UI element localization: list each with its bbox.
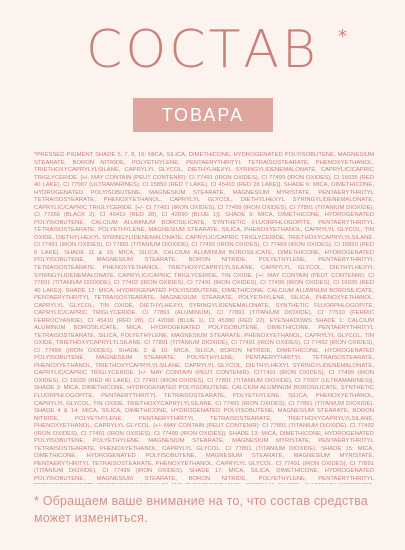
header [0, 0, 405, 150]
composition-notice: * Обращаем ваше внимание на то, что состав средства может измениться. [34, 494, 369, 525]
product-badge: ТОВАРА [133, 98, 273, 132]
title-asterisk: * [338, 26, 347, 47]
page-title: СОСТАВ [86, 20, 319, 80]
composition-text: *PRESSED PIGMENT SHADE 5, 7, 8, 16: MICA, SILICA, DIMETHICONE, HYDROGENATED POLYISOBUTENE, MAGNESIUM STEARATE, BORON NITRIDE, POLYETHYLENE, PENTAERYTHRITYL TETRAISOSTEARATE, PHENOXYETHANOL, TRIETHOXYCAPRYLYLSILANE, CAPRYLYL GLYCOL, DIETHYLHEXYL SYRINGYLIDENEMALONATE, CAPRYLIC/CAPRIC TRIGLYCERIDE. [+/- MAY CONTAIN (PEUT CONTENIR): CI 77491 (IRON OXIDES), CI 77499 (IRON OXIDES), CI 16035 (RED 40 LAKE), CI 77007 (ULTRAMARINES), CI 15850 (RED 7 LAKE), CI 45410 (RED 28 LAKE)]. SHADE 6: MICA, DIMETHICONE, HYDROGENATED POLYISOBUTENE, MAGNESIUM STEARATE, MAGNESIUM MYRISTATE, PENTAERYTHRITYL TETRAISOSTEARATE, PHENOXYETHANOL, CAPRYLYL GLYCOL, DIETHYLHEXYL SYRINGYLIDENEMALONATE, CAPRYLIC/CAPRIC TRIGLYCERIDE. [+/- CI 77491 (IRON OXIDES), CI 77499 (IRON OXIDES), CI 77891 (TITANIUM DIOXIDE), CI 77266 (BLACK 2), CI 45410 (RED 28), CI 42090 (BLUE 1)]. SHADE 9: MICA, DIMETHICONE, HYDROGENATED POLYISOBUTENE, CALCIUM ALUMINUM BOROSILICATE, SYNTHETIC FLUORPHLOGOPITE, PENTAERYTHRITYL TETRAISOSTEARATE, POLYETHYLENE, MAGNESIUM STEARATE, SILICA, PHENOXYETHANOL, CAPRYLYL GLYCOL, TIN OXIDE, DIETHYLHEXYL SYRINGYLIDENEMALONATE, CAPRYLIC/CAPRIC TRIGLYCERIDE, TRIETHOXYCAPRYLYLSILANE. CI 77491 (IRON OXIDES), CI 77891 (TITANIUM DIOXIDE), CI 77492 (IRON OXIDES), CI 77499 (IRON OXIDES), CI 15850 (RED 6 LAKE). SHADE 11 & 15: MICA, SILICA, CALCIUM ALUMINUM BOROSILICATE, DIMETHICONE, HYDROGENATED POLYISOBUTENE, MAGNESIUM STEARATE, BORON NITRIDE, POLYETHYLENE, PENTAERYTHRITYL TETRAISOSTEARATE, PHENOXYETHANOL, TRIETHOXYCAPRYLYLSILANE, CAPRYLYL GLYCOL, DIETHYLHEXYL SYRINGYLIDENEMALONATE, CAPRYLIC/CAPRIC TRIGLYCERIDE, TIN OXIDE. [+/- MAY CONTAIN (PEUT CONTENIR): CI 77891 (TITANIUM DIOXIDE), CI 77492 (IRON OXIDES), CI 77491 (IRON OXIDES), CI 77499 (IRON OXIDES), CI 16035 (RED 40 LAKE)]. SHADE 12: MICA, HYDROGENATED POLYISOBUTENE, DIMETHICONE, CALCIUM ALUMINUM BOROSILICATE, PENTAERYTHRITYL TETRAISOSTEARATE, MAGNESIUM STEARATE, POLYETHYLENE, SILICA, PHENOXYETHANOL, CAPRYLYL GLYCOL, TIN OXIDE, DIETHYLHEXYL SYRINGYLIDENEMALONATE, SYNTHETIC FLUORPHLOGOPITE, CAPRYLIC/CAPRIC TRIGLYCERIDE. CI 77891 (ALUMINUM), CI 77891 (TITANIUM DIOXIDE), CI 77510 (FERRIC FERROCYANIDE), CI 45410 (RED 28), CI 42090 (BLUE 1), CI 45380 (RED 22). EYESHADOWS SHADE 1: CALCIUM ALUMINUM BOROSILICATE, MICA, HYDROGENATED POLYISOBUTENE, DIMETHICONE, PENTAERYTHRITYL TETRAISOSTEARATE, SILICA, POLYETHYLENE, MAGNESIUM STEARATE, PHENOXYETHANOL, CAPRYLYL GLYCOL, TIN OXIDE, TRIETHOXYCAPRYLYLSILANE. CI 77891 (TITANIUM DIOXIDE), CI 77491 (IRON OXIDES), CI 77492 (IRON OXIDES), CI 77499 (IRON OXIDES). SHADE 2 & 10: MICA, SILICA, BORON NITRIDE, DIMETHICONE, HYDROGENATED POLYISOBUTENE, MAGNESIUM STEARATE, POLYETHYLENE, PENTAERYTHRITYL TETRAISOSTEARATE, PHENOXYETHANOL, TRIETHOXYCAPRYLYLSILANE, CAPRYLYL GLYCOL, DIETHYLHEXYL SYRINGYLIDENEMALONATE, CAPRYLIC/CAPRIC TRIGLYCERIDE. [+/- MAY CONTAIN (PEUT CONTENIR): CI77491 (IRON OXIDES), CI 77499 (IRON OXIDES), CI 16035 (RED 40 LAKE), CI 77491 (IRON OXIDES), CI 77891 (TITANIUM DIOXIDE), CI 77007 (ULTRAMARINES)]. SHADE 3: MICA, DIMETHICONE, HYDROGENATED POLYISOBUTENE, CALCIUM ALUMINUM BOROSILICATE, SYNTHETIC FLUORPHLOGOPITE, PENTAERYTHRITYL TETRAISOSTEARATE, POLYETHYLENE, SILICA, PHENOXYETHANOL, CAPRYLYL GLYCOL, TIN OXIDE, TRIETHOXYCAPRYLYLSILANE. CI 77491 (IRON OXIDES), CI 77891 (TITANIUM DIOXIDE). SHADE 4 & 14: MICA, SILICA, DIMETHICONE, HYDROGENATED POLYISOBUTENE, MAGNESIUM STEARATE, BORON NITRIDE, POLYETHYLENE, PENTAERYTHRITYL TETRAISOSTEARATE, TRIETHOXYCAPRYLYLSILANE, PHENOXYETHANOL, CAPRYLYL GLYCOL. [+/- MAY CONTAIN (PEUT CONTENIR): CI 77891 (TITANIUM DIOXIDE), CI 77492 (IRON OXIDES), CI 77491 (IRON OXIDES), CI 77499 (IRON OXIDES)]. SHADE 13: MICA, DIMETHICONE, HYDROGENATED POLYISOBUTENE, POLYETHYLENE, MAGNESIUM STEARATE, MAGNESIUM MYRISTATE, PENTAERYTHRITYL TETRAISOSTEARATE, PHENOXYETHANOL, CAPRYLYL GLYCOL. CI 77891 (TITANIUM DIOXIDE). SHADE 15: MICA, DIMETHICONE, HYDROGENATED POLYISOBUTENE, MAGNESIUM STEARATE, MAGNESIUM MYRISTATE, PENTAERYTHRITYL TETRAISOSTEARATE, PHENOXYETHANOL, CAPRYLYL GLYCOL. CI 77491 (IRON OXIDES), CI 77891 (TITANIUM DIOXIDE), CI 77499 (IRON OXIDES). SHADE 17: MICA, SILICA, DIMETHICONE, HYDROGENATED POLYISOBUTENE, MAGNESIUM STEARATE, BORON NITRIDE, POLYETHYLENE, PENTAERYTHRITYL [34, 152, 374, 482]
